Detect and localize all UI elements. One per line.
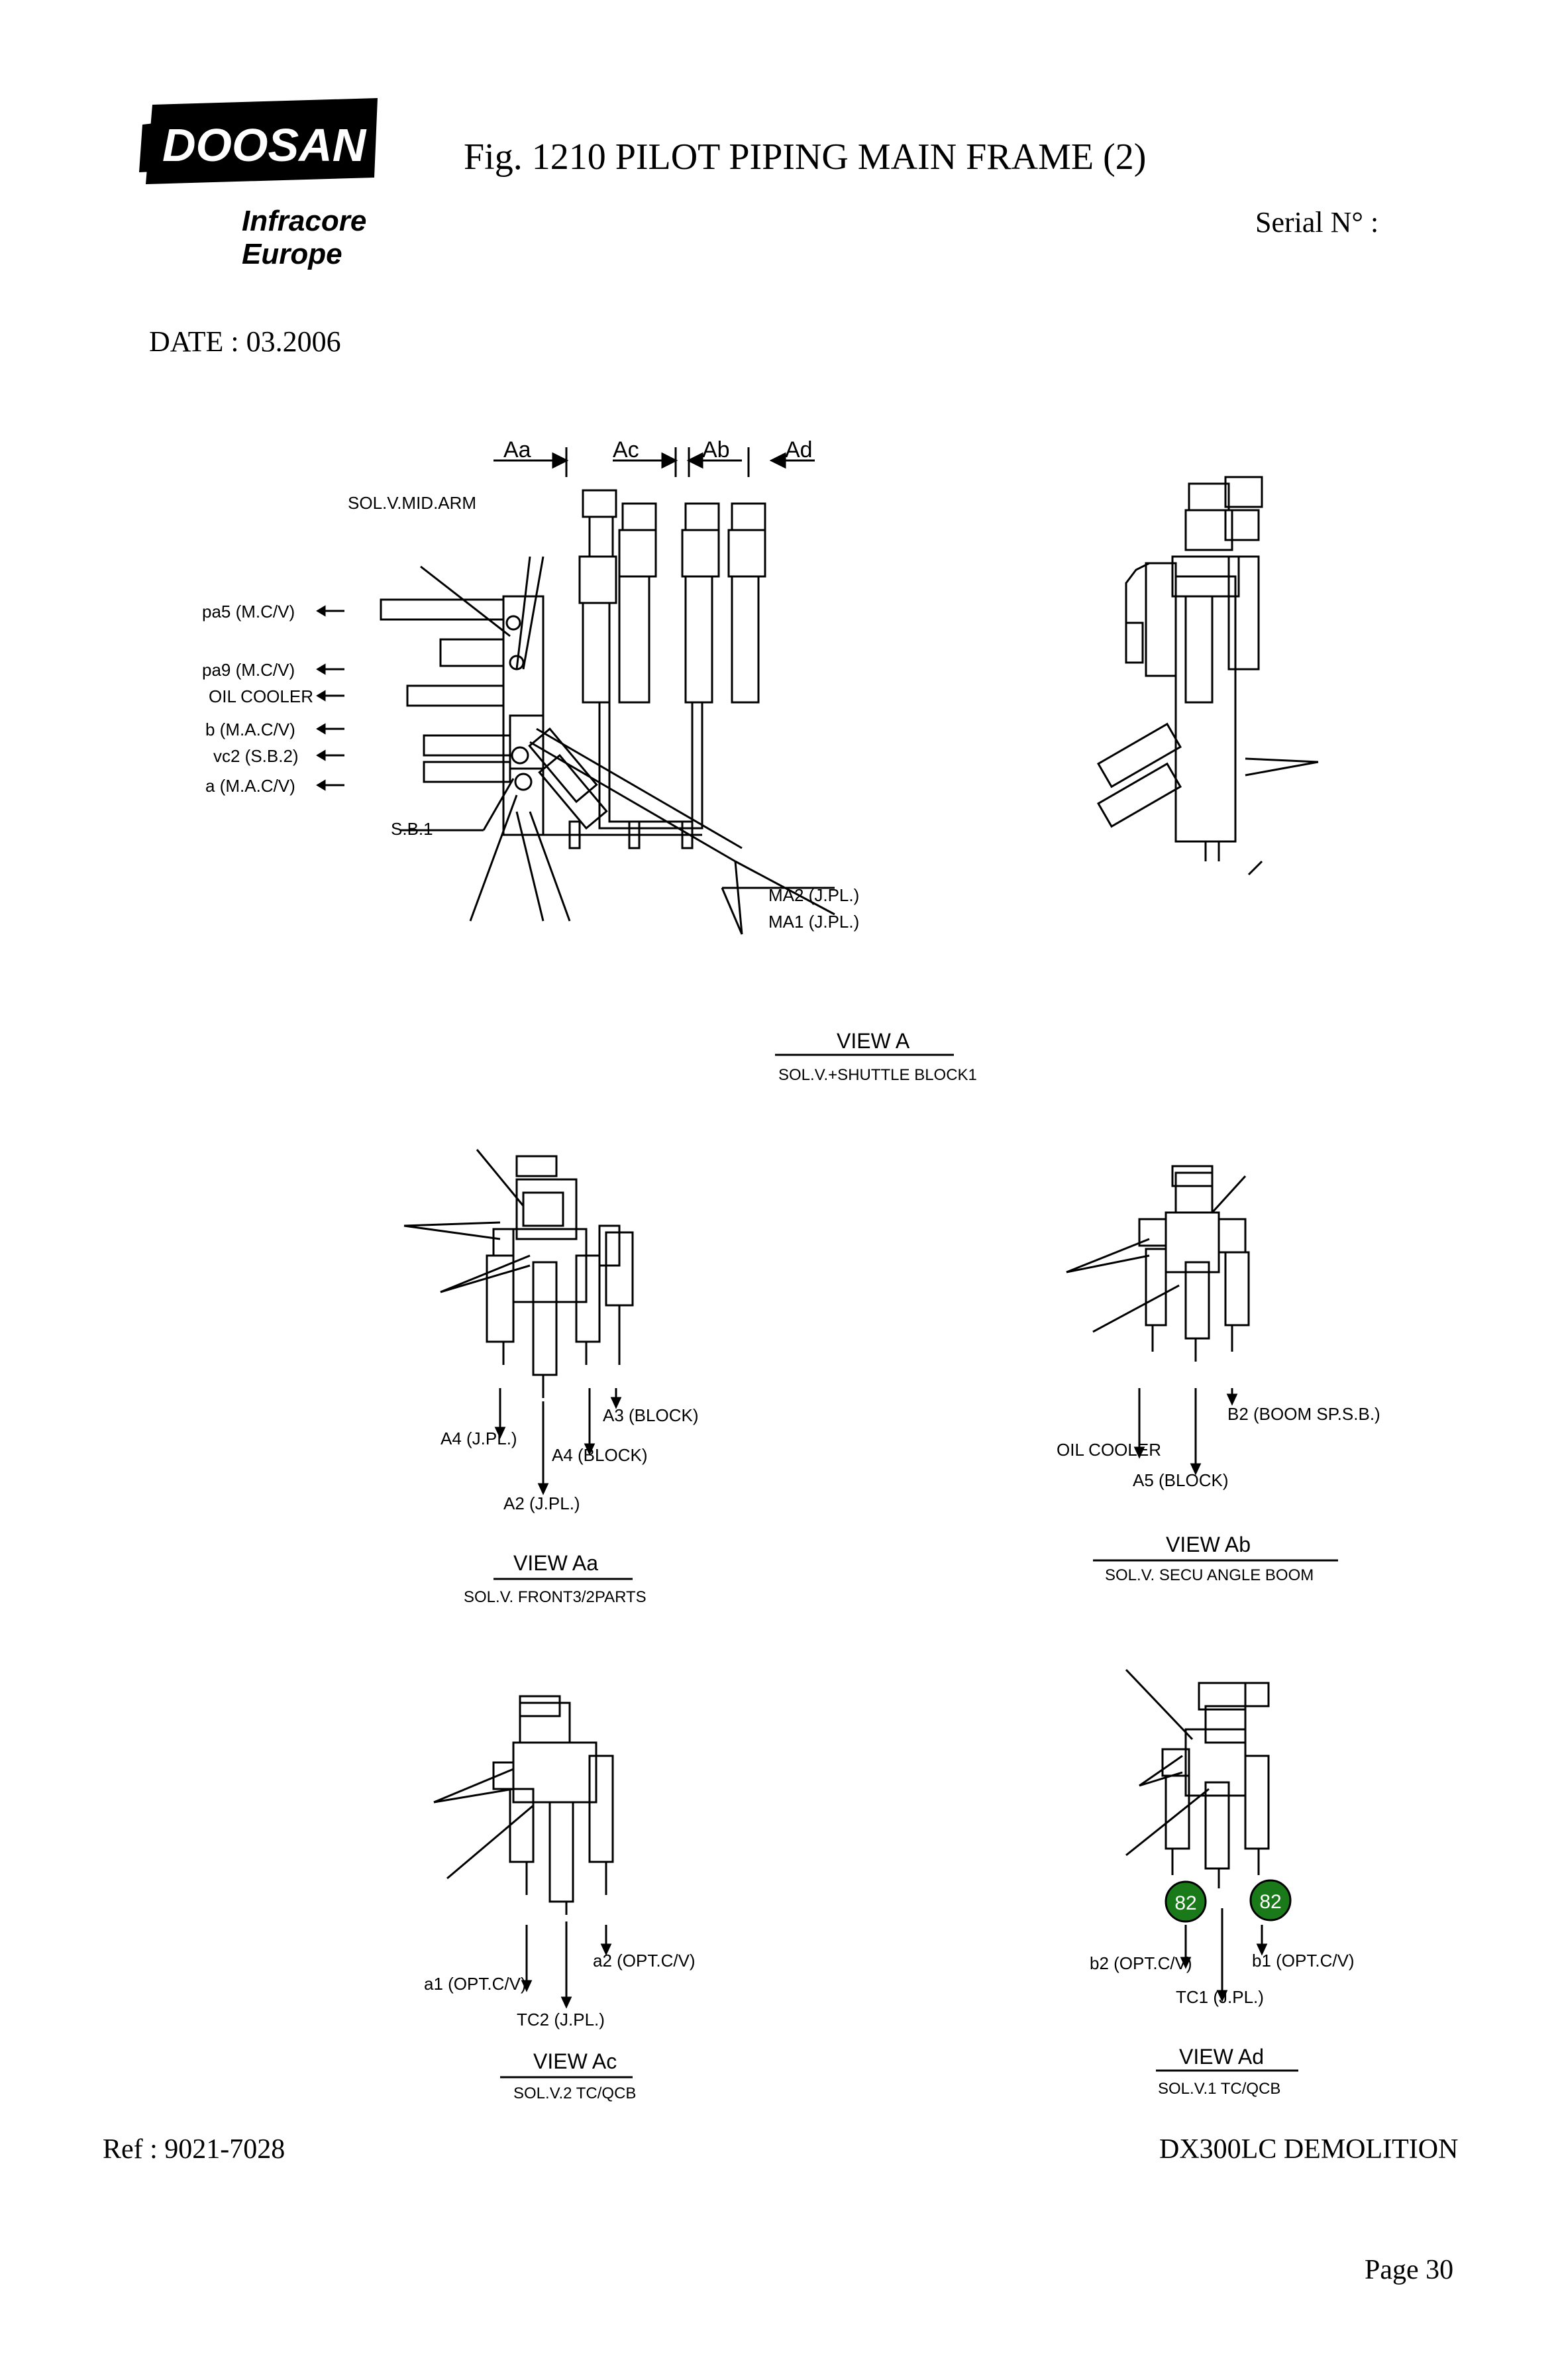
port-vc2: vc2 (S.B.2) <box>213 746 299 766</box>
ac-tc2-label: TC2 (J.PL.) <box>517 2010 605 2029</box>
logo-brand-text: DOOSAN <box>162 119 366 171</box>
ab-a5-label: A5 (BLOCK) <box>1133 1470 1229 1490</box>
page-number: Page 30 <box>1365 2255 1454 2285</box>
badge-82-right-label: 82 <box>1259 1891 1282 1913</box>
ad-b1-label: b1 (OPT.C/V) <box>1252 1951 1355 1971</box>
view-ac-subtitle: SOL.V.2 TC/QCB <box>513 2084 637 2102</box>
view-a-subtitle: SOL.V.+SHUTTLE BLOCK1 <box>778 1066 977 1084</box>
sol-v-mid-arm-label: SOL.V.MID.ARM <box>348 493 477 513</box>
marker-aa: Aa <box>503 437 531 462</box>
view-a-title: VIEW A <box>837 1029 910 1053</box>
view-ac-title: VIEW Ac <box>533 2049 617 2073</box>
view-aa-title: VIEW Aa <box>513 1551 599 1575</box>
view-ab-subtitle: SOL.V. SECU ANGLE BOOM <box>1105 1566 1314 1584</box>
machine-model: DX300LC DEMOLITION <box>1159 2134 1459 2165</box>
ma2-label: MA2 (J.PL.) <box>768 885 860 905</box>
sb1-label: S.B.1 <box>391 819 433 839</box>
badge-82-left-label: 82 <box>1174 1892 1197 1914</box>
view-aa-assembly <box>404 1150 633 1579</box>
port-pa5: pa5 (M.C/V) <box>202 602 295 622</box>
logo-sub2: Europe <box>242 238 342 270</box>
marker-ac: Ac <box>613 437 639 462</box>
ma1-label: MA1 (J.PL.) <box>768 912 860 932</box>
aa-a4-jpl-label: A4 (J.PL.) <box>441 1429 517 1448</box>
reference-number: Ref : 9021-7028 <box>103 2134 285 2165</box>
view-ad-subtitle: SOL.V.1 TC/QCB <box>1158 2080 1281 2098</box>
aa-a4-block-label: A4 (BLOCK) <box>552 1445 648 1465</box>
ad-tc1-label: TC1 (J.PL.) <box>1176 1987 1264 2007</box>
ac-a2-label: a2 (OPT.C/V) <box>593 1951 696 1971</box>
view-ab-assembly <box>1066 1166 1338 1560</box>
marker-ab: Ab <box>702 437 730 462</box>
view-ad-assembly <box>1126 1670 1298 2071</box>
figure-title: Fig. 1210 PILOT PIPING MAIN FRAME (2) <box>464 136 1147 178</box>
ac-a1-label: a1 (OPT.C/V) <box>424 1974 527 1994</box>
aa-a2-label: A2 (J.PL.) <box>503 1493 580 1513</box>
view-a-assembly <box>318 447 835 934</box>
port-a: a (M.A.C/V) <box>205 776 295 796</box>
ad-b2-label: b2 (OPT.C/V) <box>1090 1953 1192 1973</box>
port-b: b (M.A.C/V) <box>205 720 295 739</box>
logo-sub1: Infracore <box>242 205 367 237</box>
view-aa-subtitle: SOL.V. FRONT3/2PARTS <box>464 1588 647 1606</box>
serial-number-label: Serial N° : <box>1255 206 1379 239</box>
port-oil-cooler: OIL COOLER <box>209 686 313 706</box>
port-pa9: pa9 (M.C/V) <box>202 660 295 680</box>
ab-oil-cooler-label: OIL COOLER <box>1057 1440 1161 1460</box>
aa-a3-label: A3 (BLOCK) <box>603 1405 699 1425</box>
date-label: DATE : 03.2006 <box>149 325 341 358</box>
view-ad-title: VIEW Ad <box>1179 2045 1265 2069</box>
right-assembly <box>1098 477 1318 875</box>
view-ab-title: VIEW Ab <box>1166 1533 1251 1556</box>
ab-b2-label: B2 (BOOM SP.S.B.) <box>1227 1404 1380 1424</box>
marker-ad: Ad <box>785 437 813 462</box>
